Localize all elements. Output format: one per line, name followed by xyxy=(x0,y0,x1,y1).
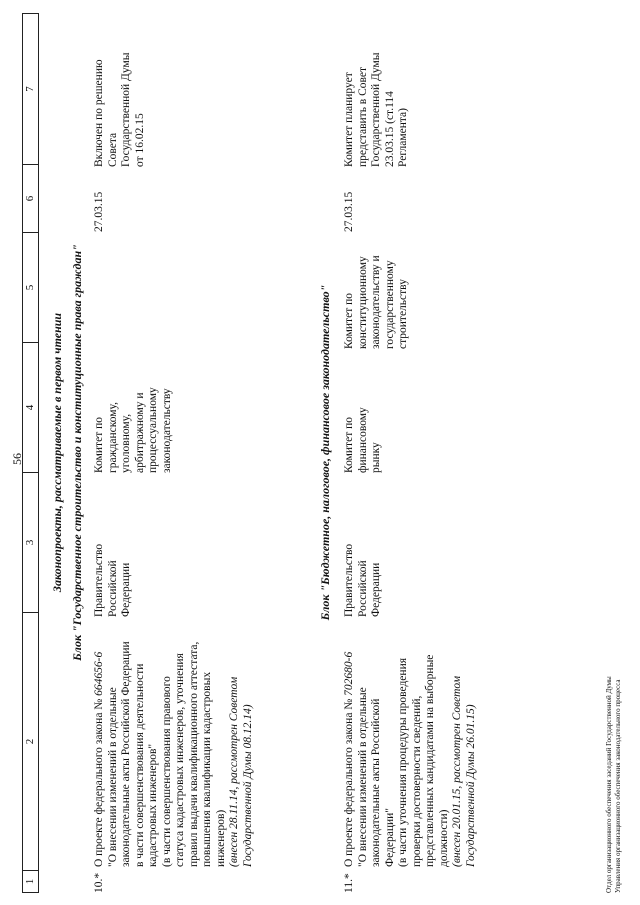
co-committee: Комитет по конституционному законодательству и государственному строительству xyxy=(343,255,409,349)
bill-description xyxy=(343,639,478,867)
bill-note: (внесен 28.11.14, рассмотрен Советом Государственной Думы 08.12.14) xyxy=(228,676,254,867)
block-title-2: Блок "Бюджетное, налоговое, финансовое законодательство" xyxy=(318,284,332,621)
bill-heading xyxy=(343,639,357,867)
item-number: 10.* xyxy=(93,872,105,893)
column-header-2: 2 xyxy=(23,612,38,870)
column-header-5: 5 xyxy=(23,232,38,342)
bill-prefix: О проекте федерального закона № xyxy=(343,695,355,867)
bill-number: 664656-6 xyxy=(93,651,105,696)
bill-detail: (в части совершенствования правового статуса кадастровых инженеров, уточнения правил выдачи квалификационного аттестата, повышения квалификации кадастровых инженеров) xyxy=(160,641,227,867)
column-header-1: 1 xyxy=(23,870,38,892)
bill-title: "О внесении изменений в отдельные законодательные акты Российской Федерации" xyxy=(356,687,396,867)
block-title-1: Блок "Государственное строительство и конституционные права граждан" xyxy=(70,244,84,661)
section-title: Законопроекты, рассматриваемые в первом чтении xyxy=(50,312,64,593)
bill-number: 702680-6 xyxy=(343,651,355,696)
bill-note: (внесен 20.01.15, рассмотрен Советом Государственной Думы 26.01.15) xyxy=(451,675,477,867)
responsible-committee: Комитет по гражданскому, уголовному, арбитражному и процессуальному законодательству xyxy=(93,387,173,473)
responsible-committee: Комитет по финансовому рынку xyxy=(343,407,382,473)
status-note: Комитет планирует представить в Совет Государственной Думы 23.03.15 (ст.114 Регламента) xyxy=(343,52,409,167)
bill-title: "О внесении изменений в отдельные законодательные акты Российской Федерации в части совершенствования деятельности кадастровых инженеров" xyxy=(106,641,159,867)
footer-line-2: Управления организационного обеспечения законодательного процесса xyxy=(613,679,622,893)
bill-heading xyxy=(93,639,107,867)
page-number: 56 xyxy=(10,453,24,465)
consideration-date: 27.03.15 xyxy=(343,191,355,232)
footer xyxy=(605,676,622,893)
bill-detail: (в части уточнения процедуры проведения проверки достоверности сведений, представленных кандидатами на выборные должности) xyxy=(397,654,450,867)
column-header-4: 4 xyxy=(23,342,38,472)
initiator: Правительство Российской Федерации xyxy=(343,543,382,617)
column-header-3: 3 xyxy=(23,472,38,612)
footer-line-1: Отдел организационного обеспечения заседаний Государственной Думы xyxy=(605,676,613,893)
consideration-date: 27.03.15 xyxy=(93,191,105,232)
initiator: Правительство Российской Федерации xyxy=(93,543,132,617)
column-header-6: 6 xyxy=(23,164,38,232)
column-header-row xyxy=(22,13,39,893)
column-header-7: 7 xyxy=(24,86,36,92)
bill-prefix: О проекте федерального закона № xyxy=(93,695,105,867)
status-note: Включен по решению Совета Государственной Думы от 16.02.15 xyxy=(93,52,146,167)
bill-description xyxy=(93,639,255,867)
item-number: 11.* xyxy=(343,873,355,893)
